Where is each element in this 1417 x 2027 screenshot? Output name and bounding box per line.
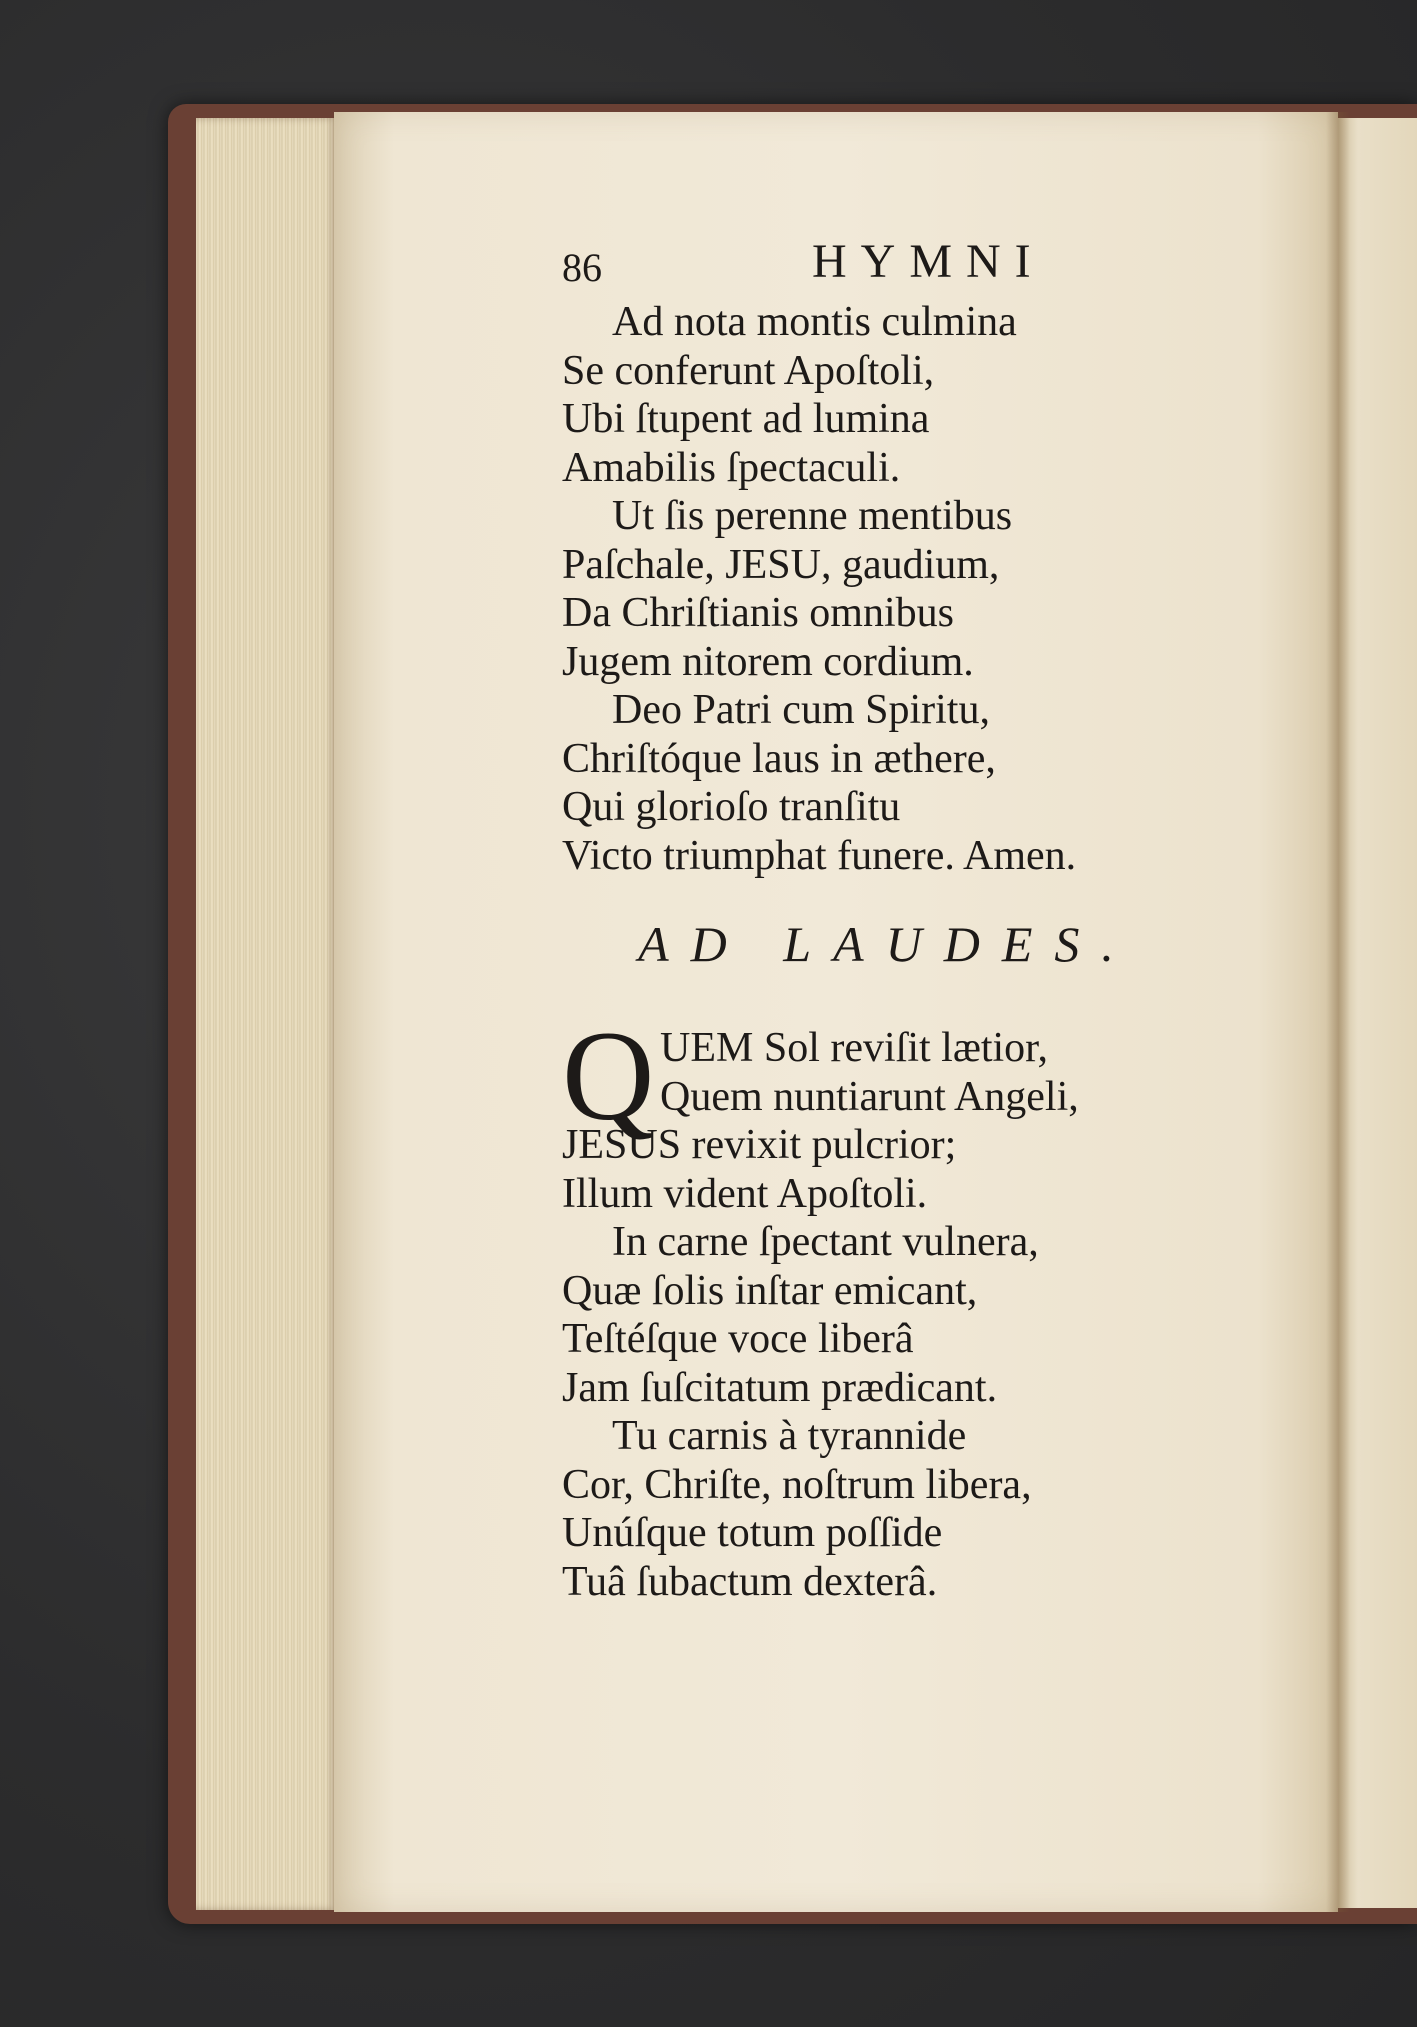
verse-line: Tuâ ſubactum dexterâ. xyxy=(562,1558,938,1605)
drop-cap: Q xyxy=(562,1005,655,1147)
verse-line: Ubi ſtupent ad lumina xyxy=(562,396,930,442)
verse-line: In carne ſpectant vulnera, xyxy=(612,1219,1039,1265)
verse-line: Tu carnis à tyrannide xyxy=(612,1413,967,1459)
verse-line: Paſchale, JESU, gaudium, xyxy=(562,541,1000,588)
verse-line: Quæ ſolis inſtar emicant, xyxy=(562,1267,978,1314)
verse-line: UEM Sol reviſit lætior, xyxy=(660,1025,1048,1071)
verse-line: Amabilis ſpectaculi. xyxy=(562,444,901,491)
verse-line: Jugem nitorem cordium. xyxy=(562,638,974,685)
verse-line: Se conferunt Apoſtoli, xyxy=(562,347,935,394)
verse-line: Da Chriſtianis omnibus xyxy=(562,590,954,636)
verse-line: Ad nota montis culmina xyxy=(612,299,1017,345)
verse-line: Deo Patri cum Spiritu, xyxy=(612,687,990,733)
book-gutter xyxy=(1326,112,1350,1912)
verse-line: Cor, Chriſte, noſtrum libera, xyxy=(562,1461,1032,1508)
verse-line: Illum vident Apoſtoli. xyxy=(562,1170,928,1217)
hymn-lauds-stanzas xyxy=(562,1005,1182,1606)
verse-line: Qui glorioſo tranſitu xyxy=(562,784,901,830)
page-edges xyxy=(196,118,338,1910)
verse-line: Ut ſis perenne mentibus xyxy=(612,493,1013,539)
verse-line: Jam ſuſcitatum prædicant. xyxy=(562,1364,998,1411)
verse-line: Unúſque totum poſſide xyxy=(562,1510,943,1556)
section-heading: AD LAUDES. xyxy=(638,916,1136,972)
verse-line: Victo triumphat funere. Amen. xyxy=(562,832,1077,879)
running-head: HYMNI xyxy=(812,235,1045,288)
verse-line: Teſtéſque voce liberâ xyxy=(562,1316,914,1362)
page-header xyxy=(562,235,1182,298)
verse-line: Quem nuntiarunt Angeli, xyxy=(660,1073,1079,1120)
page-text xyxy=(562,235,1182,1606)
verse-line: JESUS revixit pulcrior; xyxy=(562,1122,957,1168)
verse-line: Chriſtóque laus in æthere, xyxy=(562,735,996,782)
page-number: 86 xyxy=(562,245,602,290)
hymn-matins-stanzas xyxy=(562,298,1182,880)
